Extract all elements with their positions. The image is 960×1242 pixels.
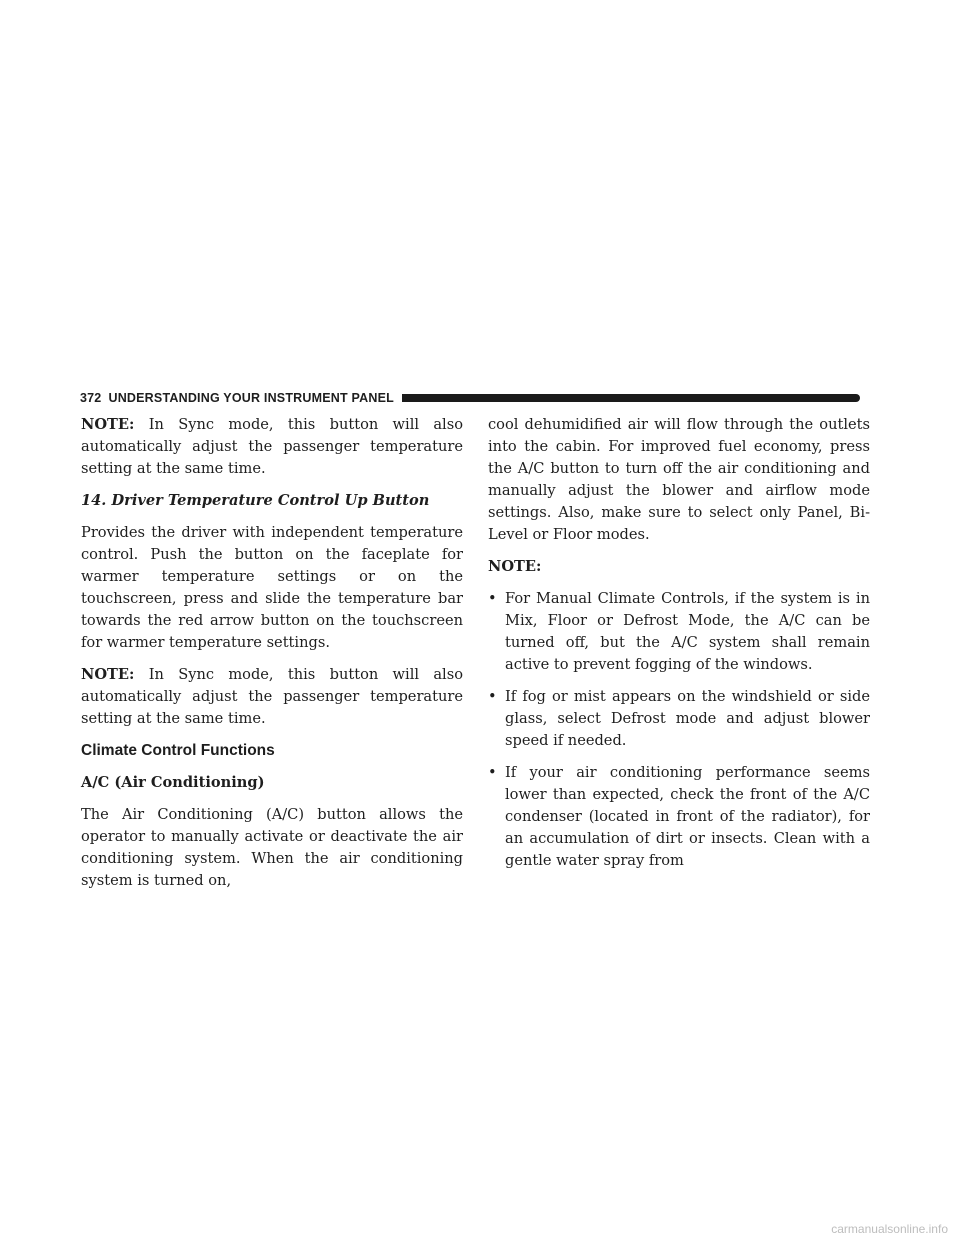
ac-body-continued: cool dehumidified air will flow through the outlets into the cabin. For improved fuel economy, press the A/C button to turn off the air conditioning and manually adjust the blower and airflow mode settings. Also, make sure to select only Panel, Bi-Level or Floor modes. [488,416,870,543]
right-column [488,414,870,882]
bullet-icon: • [488,590,497,607]
ac-body: The Air Conditioning (A/C) button allows the operator to manually activate or deactivate the air conditioning system. When the air conditioning system is turned on, [81,806,463,889]
item-heading-driver-temp-up: 14. Driver Temperature Control Up Button [81,492,430,509]
note-label: NOTE: [81,666,135,683]
page-header [80,390,860,406]
page-number: 372 [80,391,102,405]
list-item-text: If your air conditioning performance seems lower than expected, check the front of the A/C condenser (located in front of the radiator), for an accumulation of dirt or insects. Clean with a gentle water spray from [505,764,870,869]
note-paragraph [81,414,463,480]
watermark: carmanualsonline.info [831,1222,948,1236]
section-title: UNDERSTANDING YOUR INSTRUMENT PANEL [108,391,394,405]
list-item [488,588,870,676]
note-paragraph [81,664,463,730]
note-label: NOTE: [81,416,135,433]
bullet-icon: • [488,688,497,705]
bullet-icon: • [488,764,497,781]
note-text: In Sync mode, this button will also automatically adjust the passenger temperature setting at the same time. [81,666,463,727]
list-item [488,762,870,872]
list-item [488,686,870,752]
list-item-text: If fog or mist appears on the windshield or side glass, select Defrost mode and adjust blower speed if needed. [505,688,870,749]
note-text: In Sync mode, this button will also automatically adjust the passenger temperature setting at the same time. [81,416,463,477]
note-bullet-list [488,588,870,872]
header-rule [402,394,860,402]
item-body-driver-temp-up: Provides the driver with independent temperature control. Push the button on the faceplate for warmer temperature settings or on the touchscreen, press and slide the temperature bar towards the red arrow button on the touchscreen for warmer temperature settings. [81,524,463,651]
sub-heading-ac: A/C (Air Conditioning) [81,774,265,791]
list-item-text: For Manual Climate Controls, if the system is in Mix, Floor or Defrost Mode, the A/C can be turned off, but the A/C system shall remain active to prevent fogging of the windows. [505,590,870,673]
note-heading: NOTE: [488,558,542,575]
section-heading-climate-control: Climate Control Functions [81,742,275,759]
left-column [81,414,463,902]
